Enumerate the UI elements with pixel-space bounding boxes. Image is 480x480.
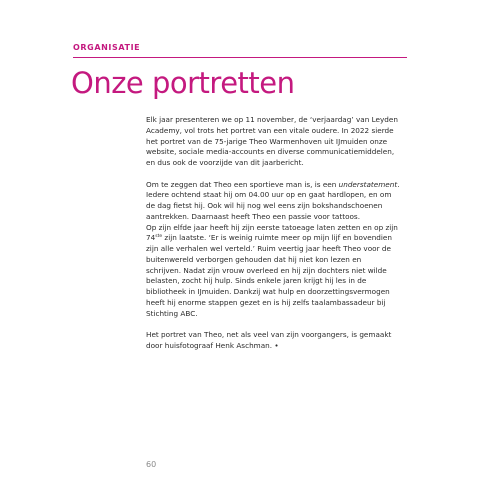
paragraph-line: Stichting ABC.: [146, 308, 198, 318]
article-body: [146, 115, 408, 352]
page-title: Onze portretten: [71, 66, 295, 100]
paragraph-line: Op zijn elfde jaar heeft hij zijn eerste tatoeage laten zetten en op zijn: [146, 222, 398, 232]
paragraph-gap: [146, 319, 408, 330]
section-label: ORGANISATIE: [73, 43, 141, 52]
paragraph-line: zijn alle verhalen wel verteld.’ Ruim veertig jaar heeft Theo voor de: [146, 244, 391, 253]
ordinal-suffix: ste: [155, 234, 163, 240]
paragraph-line: heeft hij enorme stappen gezet en is hij zelfs taalambassadeur bij: [146, 297, 386, 307]
paragraph-line: Iedere ochtend staat hij om 04.00 uur op en gaat hardlopen, en om: [146, 190, 392, 200]
page-number: 60: [146, 460, 157, 469]
paragraph-line: Elk jaar presenteren we op 11 november, de ‘verjaardag’ van Leyden: [146, 115, 398, 124]
paragraph-gap: [146, 169, 408, 180]
paragraph-line: Academy, vol trots het portret van een vitale oudere. In 2022 sierde: [146, 125, 394, 135]
text-run: .: [397, 179, 400, 189]
paragraph-line: belasten, zocht hij hulp. Sinds enkele jaren krijgt hij les in de: [146, 276, 367, 286]
paragraph-line: aantrekken. Daarnaast heeft Theo een passie voor tattoos.: [146, 211, 361, 221]
paragraph-line: [146, 180, 408, 191]
emphasis-text: understatement: [338, 179, 398, 189]
text-run: 74: [146, 233, 156, 243]
paragraph-line: en dus ook de voorzijde van dit jaarbericht.: [146, 158, 304, 167]
paragraph-line: buitenwereld verborgen gehouden dat hij niet kon lezen en: [146, 254, 362, 264]
paragraph-line: schrijven. Nadat zijn vrouw overleed en hij zijn dochters niet wilde: [146, 265, 387, 275]
paragraph-line: [146, 233, 408, 244]
paragraph-line: het portret van de 75-jarige Theo Warmenhoven uit IJmuiden onze: [146, 136, 388, 146]
paragraph-line: bibliotheek in IJmuiden. Dankzij wat hulp en doorzettingsvermogen: [146, 287, 390, 296]
paragraph-line: website, sociale media-accounts en diverse communicatiemiddelen,: [146, 147, 395, 157]
text-run: zijn laatste. ‘Er is weinig ruimte meer op mijn lijf en bovendien: [162, 233, 392, 243]
paragraph-line: door huisfotograaf Henk Aschman. •: [146, 340, 279, 350]
paragraph-line: de dag fietst hij. Ook wil hij nog wel eens zijn bokshandschoenen: [146, 201, 383, 210]
text-run: Om te zeggen dat Theo een sportieve man is, is een: [146, 179, 339, 189]
section-divider: [73, 57, 407, 58]
paragraph-line: Het portret van Theo, net als veel van zijn voorgangers, is gemaakt: [146, 330, 392, 339]
